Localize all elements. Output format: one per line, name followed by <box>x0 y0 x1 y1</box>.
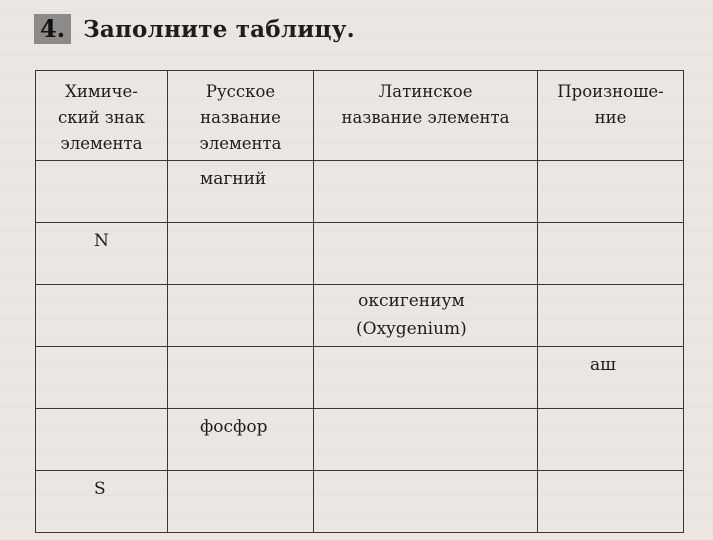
cell-text: оксигениум (Oxygenium) <box>356 291 467 339</box>
table-header-row <box>36 71 684 161</box>
cell-russian-name[interactable] <box>168 409 314 471</box>
cell-russian-name[interactable] <box>168 471 314 533</box>
cell-latin-name[interactable] <box>314 223 538 285</box>
cell-symbol[interactable] <box>36 409 168 471</box>
elements-table <box>35 70 684 533</box>
cell-latin-name[interactable] <box>314 347 538 409</box>
task-header <box>34 14 355 44</box>
header-symbol: Химиче- ский знак элемента <box>36 71 168 161</box>
header-latin-name: Латинское название элемента <box>314 71 538 161</box>
cell-pronunciation[interactable] <box>538 285 684 347</box>
cell-text: аш <box>590 355 616 375</box>
cell-pronunciation[interactable] <box>538 223 684 285</box>
header-pronunciation: Произноше- ние <box>538 71 684 161</box>
cell-russian-name[interactable] <box>168 347 314 409</box>
cell-text: N <box>94 231 109 251</box>
table-row <box>36 223 684 285</box>
table-row <box>36 471 684 533</box>
cell-pronunciation[interactable] <box>538 347 684 409</box>
cell-text: S <box>94 479 106 499</box>
cell-latin-name[interactable] <box>314 161 538 223</box>
cell-russian-name[interactable] <box>168 285 314 347</box>
task-title: Заполните таблицу. <box>83 15 355 43</box>
table-row <box>36 161 684 223</box>
task-number: 4. <box>34 14 71 44</box>
cell-latin-name[interactable] <box>314 409 538 471</box>
cell-symbol[interactable] <box>36 223 168 285</box>
cell-symbol[interactable] <box>36 161 168 223</box>
table-row <box>36 285 684 347</box>
cell-latin-name[interactable] <box>314 471 538 533</box>
cell-symbol[interactable] <box>36 285 168 347</box>
table-row <box>36 347 684 409</box>
cell-russian-name[interactable] <box>168 223 314 285</box>
cell-pronunciation[interactable] <box>538 161 684 223</box>
cell-symbol[interactable] <box>36 347 168 409</box>
cell-symbol[interactable] <box>36 471 168 533</box>
cell-text: магний <box>200 169 267 189</box>
cell-pronunciation[interactable] <box>538 471 684 533</box>
cell-latin-name[interactable] <box>314 285 538 347</box>
table-body <box>36 161 684 533</box>
cell-russian-name[interactable] <box>168 161 314 223</box>
header-russian-name: Русское название элемента <box>168 71 314 161</box>
table-row <box>36 409 684 471</box>
cell-pronunciation[interactable] <box>538 409 684 471</box>
cell-text: фосфор <box>200 417 268 437</box>
